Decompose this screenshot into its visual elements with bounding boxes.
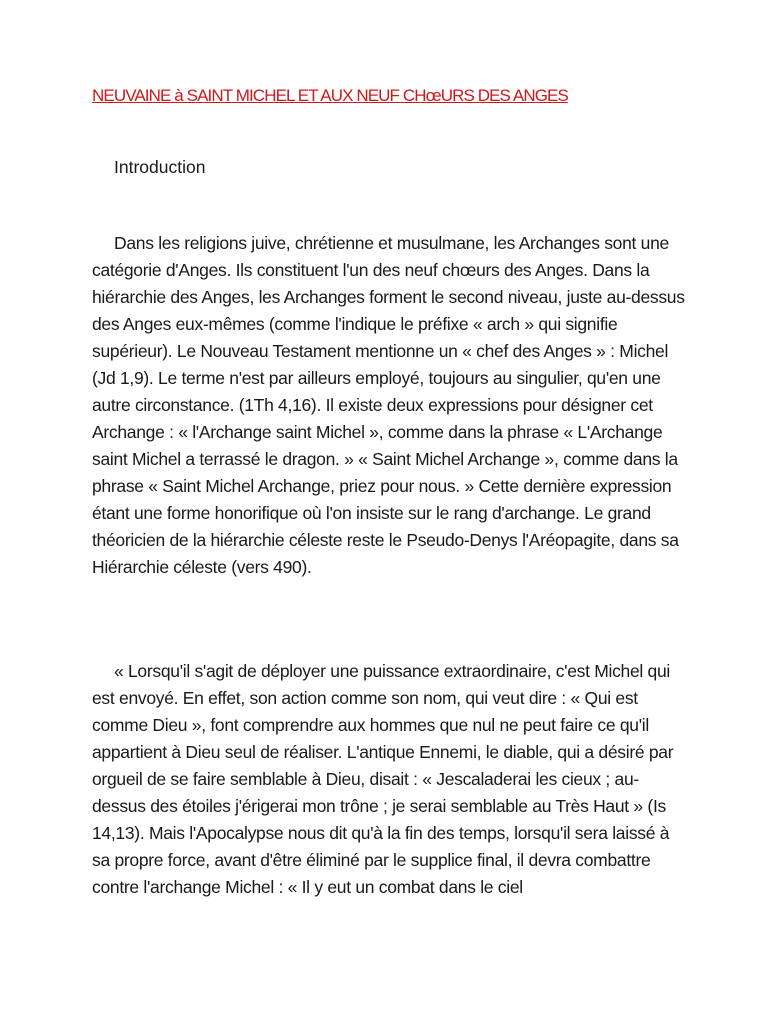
document-title: NEUVAINE à SAINT MICHEL ET AUX NEUF CHœURS DES ANGES — [92, 86, 568, 105]
paragraph-michel-quote: « Lorsqu'il s'agit de déployer une puissance extraordinaire, c'est Michel qui est envoyé. En effet, son action comme son nom, qui veut dire : « Qui est comme Dieu », font comprendre aux hommes que nul ne peut faire ce qu'il appartient à Dieu seul de réaliser. L'antique Ennemi, le diable, qui a désiré par orgueil de se faire semblable à Dieu, disait : « Jescaladerai les cieux ; au-dessus des étoiles j'érigerai mon trône ; je serai semblable au Très Haut » (Is 14,13). Mais l'Apocalypse nous dit qu'à la fin des temps, lorsqu'il sera laissé à sa propre force, avant d'être éliminé par le supplice final, il devra combattre contre l'archange Michel : « Il y eut un combat dans le ciel — [92, 661, 674, 897]
paragraph-archanges: Dans les religions juive, chrétienne et musulmane, les Archanges sont une catégorie d'Anges. Ils constituent l'un des neuf chœurs des Anges. Dans la hiérarchie des Anges, les Archanges forment le second niveau, juste au-dessus des Anges eux-mêmes (comme l'indique le préfixe « arch » qui signifie supérieur). Le Nouveau Testament mentionne un « chef des Anges » : Michel (Jd 1,9). Le terme n'est par ailleurs employé, toujours au singulier, qu'en une autre circonstance. (1Th 4,16). Il existe deux expressions pour désigner cet Archange : « l'Archange saint Michel », comme dans la phrase « L'Archange saint Michel a terrassé le dragon. » « Saint Michel Archange », comme dans la phrase « Saint Michel Archange, priez pour nous. » Cette dernière expression étant une forme honorifique où l'on insiste sur le rang d'archange. Le grand théoricien de la hiérarchie céleste reste le Pseudo-Denys l'Aréopagite, dans sa Hiérarchie céleste (vers 490). — [92, 233, 685, 577]
section-heading-introduction: Introduction — [114, 157, 206, 177]
